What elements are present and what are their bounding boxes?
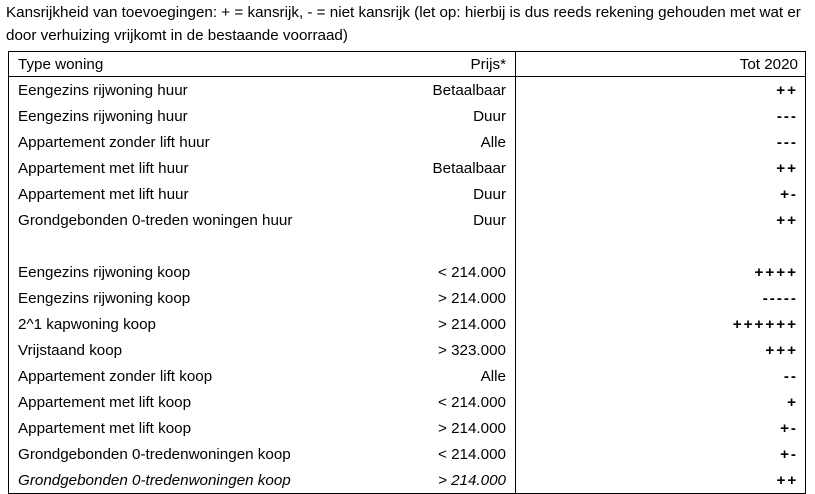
table-row [9, 181, 806, 207]
row-price-cell: > 214.000 [417, 415, 516, 441]
row-type-cell: Appartement met lift huur [9, 181, 418, 207]
row-price-cell: Alle [417, 363, 516, 389]
row-score-cell: --- [516, 129, 806, 155]
row-score-cell: --- [516, 103, 806, 129]
row-score-cell: +- [516, 181, 806, 207]
row-price-cell: > 214.000 [417, 467, 516, 494]
row-type-cell: Appartement met lift huur [9, 155, 418, 181]
table-row [9, 103, 806, 129]
row-type-cell: Appartement met lift koop [9, 389, 418, 415]
table-row [9, 77, 806, 104]
row-price-cell: Duur [417, 181, 516, 207]
table-row [9, 337, 806, 363]
row-price-cell: > 214.000 [417, 311, 516, 337]
row-type-cell: Grondgebonden 0-treden woningen huur [9, 207, 418, 233]
row-price-cell: Betaalbaar [417, 77, 516, 104]
row-score-cell: -- [516, 363, 806, 389]
row-price-cell: < 214.000 [417, 389, 516, 415]
row-score-cell: ++ [516, 467, 806, 494]
table-row [9, 311, 806, 337]
row-type-cell: Eengezins rijwoning huur [9, 77, 418, 104]
row-score-cell: +- [516, 441, 806, 467]
table-row [9, 155, 806, 181]
row-score-cell: ++++++ [516, 311, 806, 337]
row-price-cell: Alle [417, 129, 516, 155]
table-body [9, 77, 806, 494]
table-row [9, 467, 806, 494]
row-score-cell: ++ [516, 77, 806, 104]
row-type-cell: 2^1 kapwoning koop [9, 311, 418, 337]
row-score-cell: + [516, 389, 806, 415]
row-price-cell: Duur [417, 103, 516, 129]
row-type-cell: Grondgebonden 0-tredenwoningen koop [9, 441, 418, 467]
row-type-cell: Eengezins rijwoning koop [9, 259, 418, 285]
table-row [9, 259, 806, 285]
table-header-row [9, 52, 806, 77]
row-score-cell: +++ [516, 337, 806, 363]
row-price-cell: < 214.000 [417, 441, 516, 467]
row-type-cell: Appartement met lift koop [9, 415, 418, 441]
row-type-cell: Appartement zonder lift huur [9, 129, 418, 155]
table-row [9, 363, 806, 389]
row-price-cell: < 214.000 [417, 259, 516, 285]
row-score-cell: ++ [516, 155, 806, 181]
header-score: Tot 2020 [516, 52, 806, 77]
row-price-cell: > 214.000 [417, 285, 516, 311]
row-type-cell: Appartement zonder lift koop [9, 363, 418, 389]
row-score-cell: +- [516, 415, 806, 441]
row-score-cell: ++++ [516, 259, 806, 285]
housing-opportunity-table [8, 51, 806, 494]
row-type-cell: Eengezins rijwoning huur [9, 103, 418, 129]
row-type-cell: Vrijstaand koop [9, 337, 418, 363]
table-caption: Kansrijkheid van toevoegingen: + = kansrijk, - = niet kansrijk (let op: hierbij is dus reeds rekening gehouden met wat er door verhuizing vrijkomt in de bestaande voorraad) [6, 4, 801, 44]
row-score-cell: ++ [516, 207, 806, 233]
table-row [9, 389, 806, 415]
header-type: Type woning [9, 52, 418, 77]
table-spacer-row [9, 233, 806, 259]
table-row [9, 415, 806, 441]
table-row [9, 441, 806, 467]
row-price-cell: > 323.000 [417, 337, 516, 363]
header-price: Prijs* [417, 52, 516, 77]
row-type-cell: Grondgebonden 0-tredenwoningen koop [9, 467, 418, 494]
row-type-cell: Eengezins rijwoning koop [9, 285, 418, 311]
row-score-cell: ----- [516, 285, 806, 311]
row-price-cell: Betaalbaar [417, 155, 516, 181]
table-row [9, 207, 806, 233]
table-row [9, 285, 806, 311]
table-row [9, 129, 806, 155]
row-price-cell: Duur [417, 207, 516, 233]
